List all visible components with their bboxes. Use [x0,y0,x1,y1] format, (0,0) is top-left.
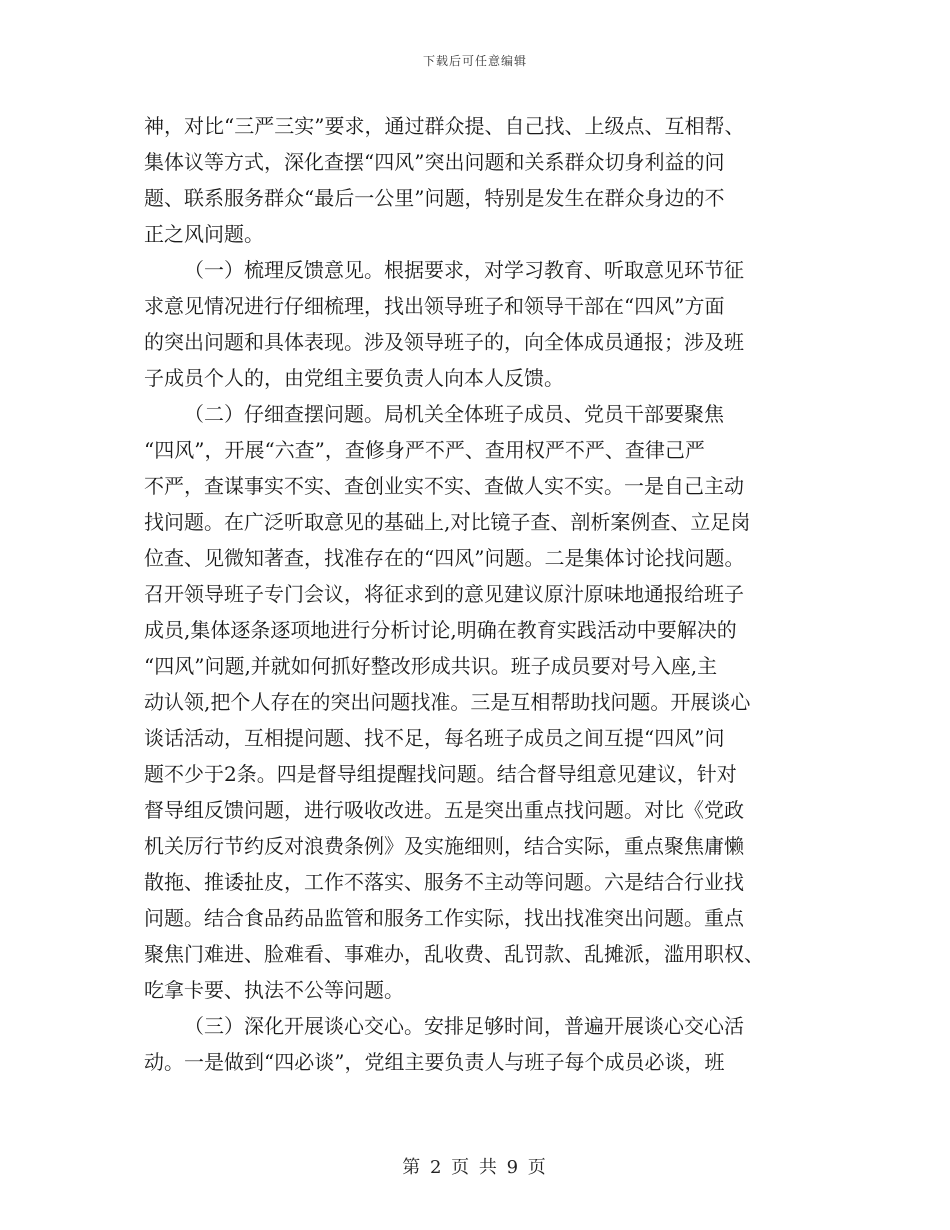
text-line: 不严，查谋事实不实、查创业实不实、查做人实不实。一是自己主动 [144,474,744,498]
page-header: 下载后可任意编辑 [422,54,527,68]
text-line: “四风”，开展“六查”，查修身严不严、查用权严不严、查律己严 [144,438,705,462]
text-line: 问题。结合食品药品监管和服务工作实际，找出找准突出问题。重点 [144,906,744,930]
text-line: 动。一是做到“四必谈”，党组主要负责人与班子每个成员必谈，班 [144,1050,725,1074]
text-line: 神，对比“三严三实”要求，通过群众提、自己找、上级点、互相帮、 [144,114,745,138]
text-line: 聚焦门难进、脸难看、事难办，乱收费、乱罚款、乱摊派，滥用职权、 [144,942,764,966]
text-line: “四风”问题,并就如何抓好整改形成共识。班子成员要对号入座,主 [144,654,718,678]
text-line: 机关厉行节约反对浪费条例》及实施细则，结合实际，重点聚焦庸懒 [144,834,744,858]
text-line: 求意见情况进行仔细梳理，找出领导班子和领导干部在“四风”方面 [144,294,725,318]
text-line: （三）深化开展谈心交心。安排足够时间，普遍开展谈心交心活 [184,1014,744,1038]
text-line: 的突出问题和具体表现。涉及领导班子的，向全体成员通报；涉及班 [144,330,744,354]
text-line: 正之风问题。 [144,222,264,246]
text-line: 题、联系服务群众“最后一公里”问题，特别是发生在群众身边的不 [144,186,725,210]
text-line: 题不少于2条。四是督导组提醒找问题。结合督导组意见建议，针对 [144,762,737,786]
text-line: 集体议等方式，深化查摆“四风”突出问题和关系群众切身利益的问 [144,150,725,174]
text-line: （二）仔细查摆问题。局机关全体班子成员、党员干部要聚焦 [184,402,724,426]
text-line: 督导组反馈问题，进行吸收改进。五是突出重点找问题。对比《党政 [144,798,744,822]
text-line: （一）梳理反馈意见。根据要求，对学习教育、听取意见环节征 [184,258,744,282]
text-line: 散拖、推诿扯皮，工作不落实、服务不主动等问题。六是结合行业找 [144,870,744,894]
text-line: 找问题。在广泛听取意见的基础上,对比镜子查、剖析案例查、立足岗 [144,510,751,534]
text-line: 吃拿卡要、执法不公等问题。 [144,978,404,1002]
text-line: 成员,集体逐条逐项地进行分析讨论,明确在教育实践活动中要解决的 [144,618,737,642]
text-line: 谈话活动，互相提问题、找不足，每名班子成员之间互提“四风”问 [144,726,725,750]
text-line: 召开领导班子专门会议，将征求到的意见建议原汁原味地通报给班子 [144,582,744,606]
text-line: 子成员个人的，由党组主要负责人向本人反馈。 [144,366,564,390]
page-footer: 第 2 页 共 9 页 [402,1157,548,1178]
text-line: 动认领,把个人存在的突出问题找准。三是互相帮助找问题。开展谈心 [144,690,751,714]
body-text [144,108,808,1080]
text-line: 位查、见微知著查，找准存在的“四风”问题。二是集体讨论找问题。 [144,546,745,570]
